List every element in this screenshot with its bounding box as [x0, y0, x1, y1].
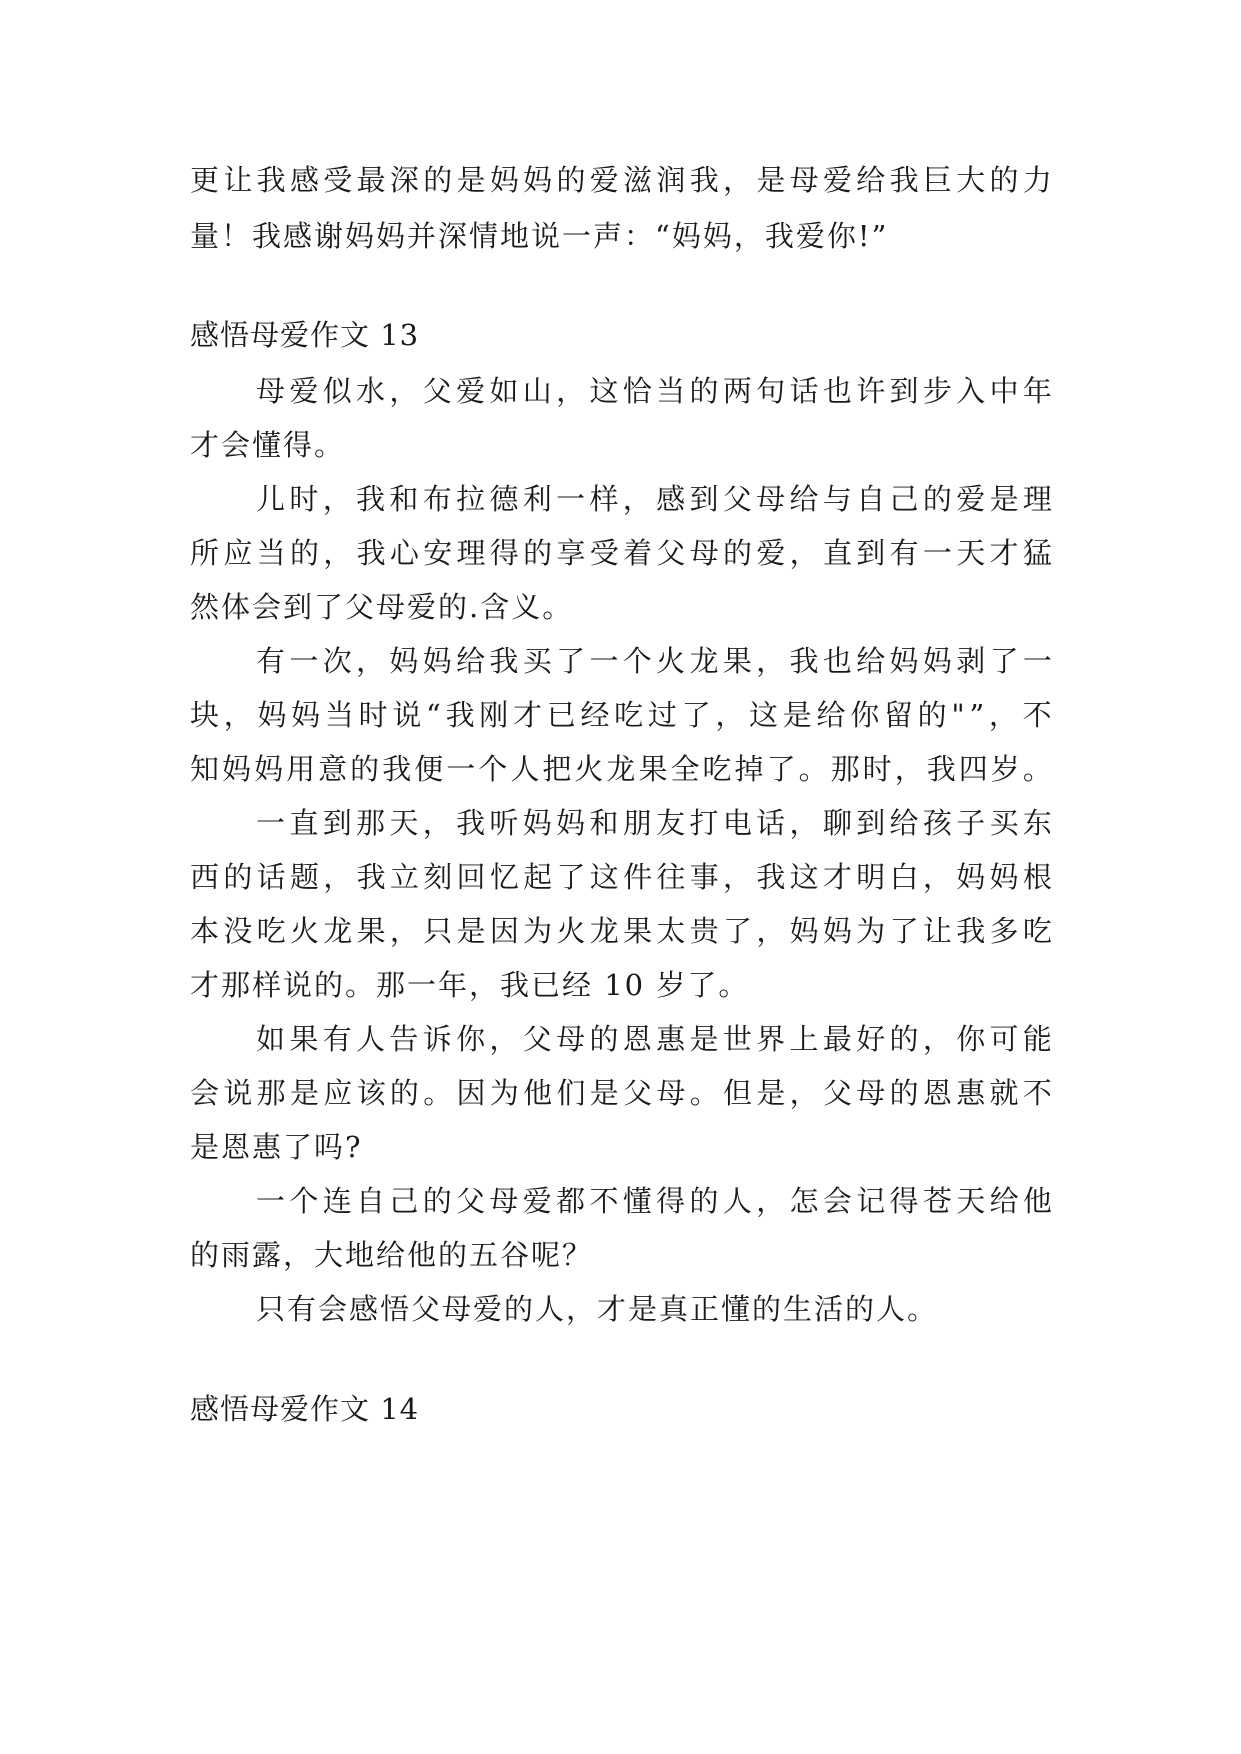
text-line: 会 说 那 是 应 该 的 。 因 为 他 们 是 父 母 。 但 是 ， 父 母 的 恩 惠 就 不	[190, 1076, 1052, 1110]
text-line: 然体会到了父母爱的.含义。	[190, 590, 574, 624]
section-14-title: 感悟母爱作文 14	[190, 1392, 420, 1426]
text-line: 只有会感悟父母爱的人，才是真正懂的生活的人。	[256, 1292, 939, 1326]
text-line: 有 一 次 ， 妈 妈 给 我 买 了 一 个 火 龙 果 ， 我 也 给 妈 妈 剥 了 一	[256, 644, 1052, 678]
text-line: 母 爱 似 水 ， 父 爱 如 山 ， 这 恰 当 的 两 句 话 也 许 到 步 入 中 年	[256, 374, 1052, 408]
text-line: 是恩惠了吗?	[190, 1130, 363, 1164]
text-line: 如 果 有 人 告 诉 你 ， 父 母 的 恩 惠 是 世 界 上 最 好 的 ， 你 可 能	[256, 1022, 1052, 1056]
text-line: 量！我感谢妈妈并深情地说一声：“妈妈，我爱你!”	[190, 219, 889, 253]
section-13-title: 感悟母爱作文 13	[190, 318, 420, 352]
text-line: 儿 时 ， 我 和 布 拉 德 利 一 样 ， 感 到 父 母 给 与 自 己 的 爱 是 理	[256, 482, 1052, 516]
text-line: 才那样说的。那一年，我已经 10 岁了。	[190, 968, 750, 1002]
text-line: 本 没 吃 火 龙 果 ， 只 是 因 为 火 龙 果 太 贵 了 ， 妈 妈 为 了 让 我 多 吃	[190, 914, 1052, 948]
text-line: 的雨露，大地给他的五谷呢？	[190, 1238, 594, 1272]
text-line: 块 ， 妈 妈 当 时 说 “ 我 刚 才 已 经 吃 过 了 ， 这 是 给 你 留 的 " ” ， 不	[190, 698, 1052, 732]
text-line: 才会懂得。	[190, 428, 346, 462]
text-line: 知 妈 妈 用 意 的 我 便 一 个 人 把 火 龙 果 全 吃 掉 了 。 那 时 ， 我 四 岁 。	[190, 752, 1052, 786]
text-line: 所 应 当 的 ， 我 心 安 理 得 的 享 受 着 父 母 的 爱 ， 直 到 有 一 天 才 猛	[190, 536, 1052, 570]
text-line: 更 让 我 感 受 最 深 的 是 妈 妈 的 爱 滋 润 我 ， 是 母 爱 给 我 巨 大 的 力	[190, 163, 1052, 197]
text-line: 一 个 连 自 己 的 父 母 爱 都 不 懂 得 的 人 ， 怎 会 记 得 苍 天 给 他	[256, 1184, 1052, 1218]
text-line: 一 直 到 那 天 ， 我 听 妈 妈 和 朋 友 打 电 话 ， 聊 到 给 孩 子 买 东	[256, 806, 1052, 840]
text-line: 西 的 话 题 ， 我 立 刻 回 忆 起 了 这 件 往 事 ， 我 这 才 明 白 ， 妈 妈 根	[190, 860, 1052, 894]
